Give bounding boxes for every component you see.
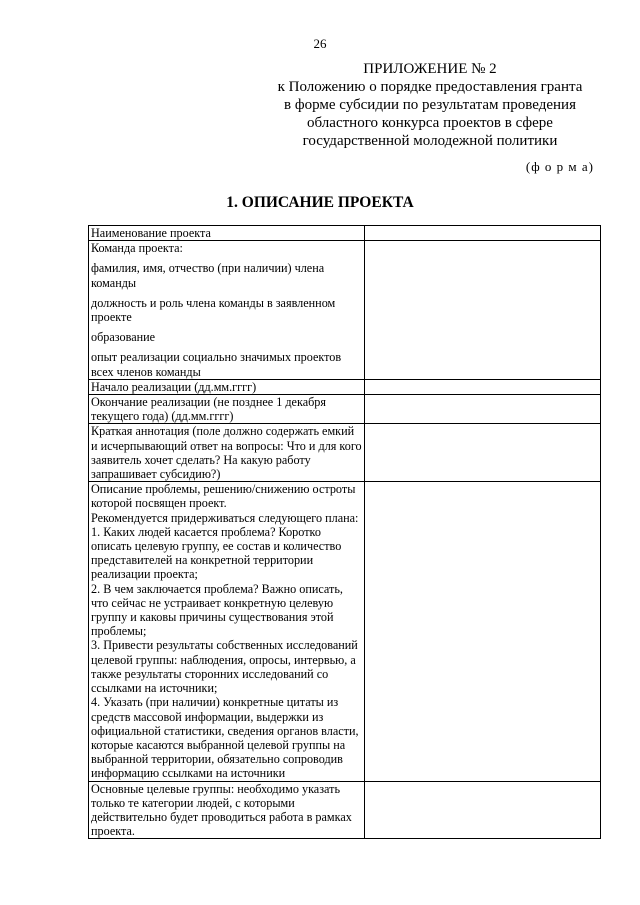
row-value-cell[interactable]	[364, 379, 600, 394]
team-subitem: образование	[91, 330, 156, 345]
team-subitem: должность и роль члена команды в заявленном проекте	[91, 295, 336, 325]
row-label: Начало реализации (дд.мм.гггг)	[89, 379, 365, 394]
row-label: Описание проблемы, решению/снижению остроты которой посвящен проект.	[91, 482, 356, 511]
row-label: Команда проекта:	[91, 241, 183, 256]
forma-label: (ф о р м а)	[525, 159, 594, 174]
appendix-line: в форме субсидии по результатам проведения	[284, 97, 576, 113]
table-row	[89, 241, 601, 380]
row-label-cell	[89, 482, 365, 781]
table-row	[89, 395, 601, 424]
problem-paragraph: 3. Привести результаты собственных исследований целевой группы: наблюдения, опросы, интервью, а также результаты сторонних исследований со ссылками на источники;	[91, 638, 358, 696]
table-row	[89, 424, 601, 482]
table-row	[89, 482, 601, 781]
problem-paragraph: Рекомендуется придерживаться следующего плана:	[91, 510, 359, 525]
appendix-header	[260, 60, 600, 150]
row-value-cell[interactable]	[364, 424, 600, 482]
project-description-table	[88, 225, 601, 839]
problem-paragraph: 2. В чем заключается проблема? Важно описать, что сейчас не устраивает конкретную целевую группу и каковы причины существования этой проблемы;	[91, 581, 343, 639]
row-value-cell[interactable]	[364, 226, 600, 241]
appendix-heading: ПРИЛОЖЕНИЕ № 2	[363, 61, 497, 77]
section-title: 1. ОПИСАНИЕ ПРОЕКТА	[226, 194, 414, 211]
row-value-cell[interactable]	[364, 395, 600, 424]
row-value-cell[interactable]	[364, 482, 600, 781]
row-label: Основные целевые группы: необходимо указать только те категории людей, с которыми действительно будет проводиться работа в рамках проекта.	[89, 781, 365, 839]
row-label-cell	[89, 241, 365, 380]
row-label: Наименование проекта	[89, 226, 365, 241]
table-row	[89, 226, 601, 241]
problem-paragraph: 4. Указать (при наличии) конкретные цитаты из средств массовой информации, выдержки из официальной статистики, сведения органов власти, которые касаются выбранной целевой группы на выбранной территории, обязательно сопроводив информацию ссылками на источники	[91, 695, 359, 781]
team-subitem: опыт реализации социально значимых проектов всех членов команды	[91, 350, 342, 379]
table-row	[89, 379, 601, 394]
row-value-cell[interactable]	[364, 241, 600, 380]
row-value-cell[interactable]	[364, 781, 600, 839]
team-subitem: фамилия, имя, отчество (при наличии) члена команды	[91, 261, 325, 290]
appendix-line: к Положению о порядке предоставления гранта	[277, 79, 583, 95]
table-row	[89, 781, 601, 839]
problem-paragraph: 1. Каких людей касается проблема? Коротко описать целевую группу, ее состав и количество представителей на конкретной территории реализации проекта;	[91, 524, 342, 582]
page-number: 26	[313, 36, 327, 51]
appendix-line: государственной молодежной политики	[302, 133, 558, 149]
row-label: Окончание реализации (не позднее 1 декабря текущего года) (дд.мм.гггг)	[89, 395, 365, 424]
row-label: Краткая аннотация (поле должно содержать емкий и исчерпывающий ответ на вопросы: Что и для кого заявитель хочет сделать? На какую работу запрашивает субсидию?)	[89, 424, 365, 482]
appendix-line: областного конкурса проектов в сфере	[307, 115, 553, 131]
